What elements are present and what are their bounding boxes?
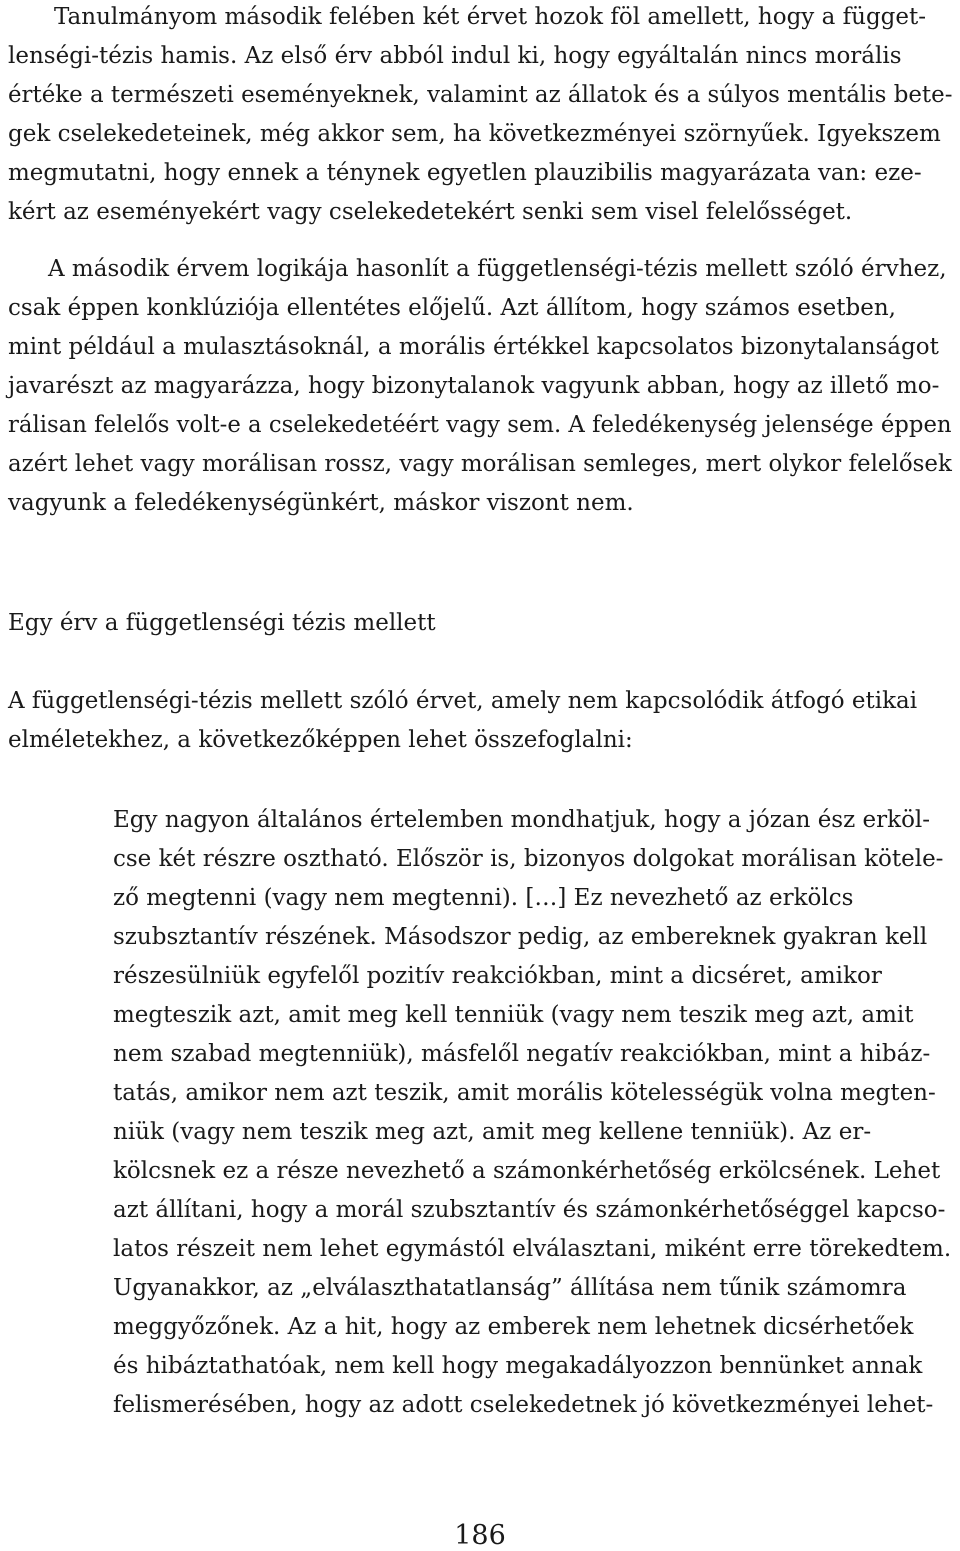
text-line: azért lehet vagy morálisan rossz, vagy morálisan semleges, mert olykor felelősek <box>8 451 952 477</box>
text-line: megmutatni, hogy ennek a ténynek egyetlen plauzibilis magyarázata van: eze- <box>8 160 922 186</box>
quote-line: Ugyanakkor, az „elválaszthatatlanság” állítása nem tűnik számomra <box>113 1275 907 1301</box>
quote-line: nem szabad megtenniük), másfelől negatív reakciókban, mint a hibáz- <box>113 1041 931 1067</box>
text-line: értéke a természeti eseményeknek, valamint az állatok és a súlyos mentális bete- <box>8 82 953 108</box>
text-line: gek cselekedeteinek, még akkor sem, ha következményei szörnyűek. Igyekszem <box>8 121 941 147</box>
quote-line: tatás, amikor nem azt teszik, amit morális kötelességük volna megten- <box>113 1080 936 1106</box>
text-line: A függetlenségi-tézis mellett szóló érvet, amely nem kapcsolódik átfogó etikai <box>8 688 918 714</box>
quote-line: azt állítani, hogy a morál szubsztantív és számonkérhetőséggel kapcso- <box>113 1197 946 1223</box>
quote-line: ző megtenni (vagy nem megtenni). […] Ez nevezhető az erkölcs <box>113 885 854 911</box>
quote-line: részesülniük egyfelől pozitív reakciókban, mint a dicséret, amikor <box>113 963 882 989</box>
text-line: vagyunk a feledékenységünkért, máskor viszont nem. <box>8 490 634 516</box>
quote-line: megteszik azt, amit meg kell tenniük (vagy nem teszik meg azt, amit <box>113 1002 914 1028</box>
quote-line: niük (vagy nem teszik meg azt, amit meg kellene tenniük). Az er- <box>113 1119 872 1145</box>
quote-line: felismerésében, hogy az adott cselekedetnek jó következményei lehet- <box>113 1392 934 1418</box>
text-line: elméletekhez, a következőképpen lehet összefoglalni: <box>8 727 633 753</box>
text-line: kért az eseményekért vagy cselekedetekért senki sem visel felelősséget. <box>8 199 853 225</box>
page-number: 186 <box>454 1520 506 1551</box>
quote-line: Egy nagyon általános értelemben mondhatjuk, hogy a józan ész erköl- <box>113 807 931 833</box>
quote-line: latos részeit nem lehet egymástól elválasztani, miként erre törekedtem. <box>113 1236 952 1262</box>
text-line: A második érvem logikája hasonlít a függetlenségi-tézis mellett szóló érvhez, <box>48 256 947 282</box>
text-line: mint például a mulasztásoknál, a morális értékkel kapcsolatos bizonytalanságot <box>8 334 939 360</box>
section-heading: Egy érv a függetlenségi tézis mellett <box>8 610 436 636</box>
quote-line: meggyőzőnek. Az a hit, hogy az emberek nem lehetnek dicsérhetőek <box>113 1314 914 1340</box>
quote-line: és hibáztathatóak, nem kell hogy megakadályozzon bennünket annak <box>113 1353 923 1379</box>
text-line: lenségi-tézis hamis. Az első érv abból indul ki, hogy egyáltalán nincs morális <box>8 43 902 69</box>
text-line: javarészt az magyarázza, hogy bizonytalanok vagyunk abban, hogy az illető mo- <box>8 373 940 399</box>
quote-line: kölcsnek ez a része nevezhető a számonkérhetőség erkölcsének. Lehet <box>113 1158 941 1184</box>
text-line: rálisan felelős volt-e a cselekedetéért vagy sem. A feledékenység jelensége éppen <box>8 412 952 438</box>
text-line: csak éppen konklúziója ellentétes előjelű. Azt állítom, hogy számos esetben, <box>8 295 896 321</box>
quote-line: cse két részre osztható. Először is, bizonyos dolgokat morálisan kötele- <box>113 846 944 872</box>
quote-line: szubsztantív részének. Másodszor pedig, az embereknek gyakran kell <box>113 924 928 950</box>
text-line: Tanulmányom második felében két érvet hozok föl amellett, hogy a függet- <box>54 4 927 30</box>
